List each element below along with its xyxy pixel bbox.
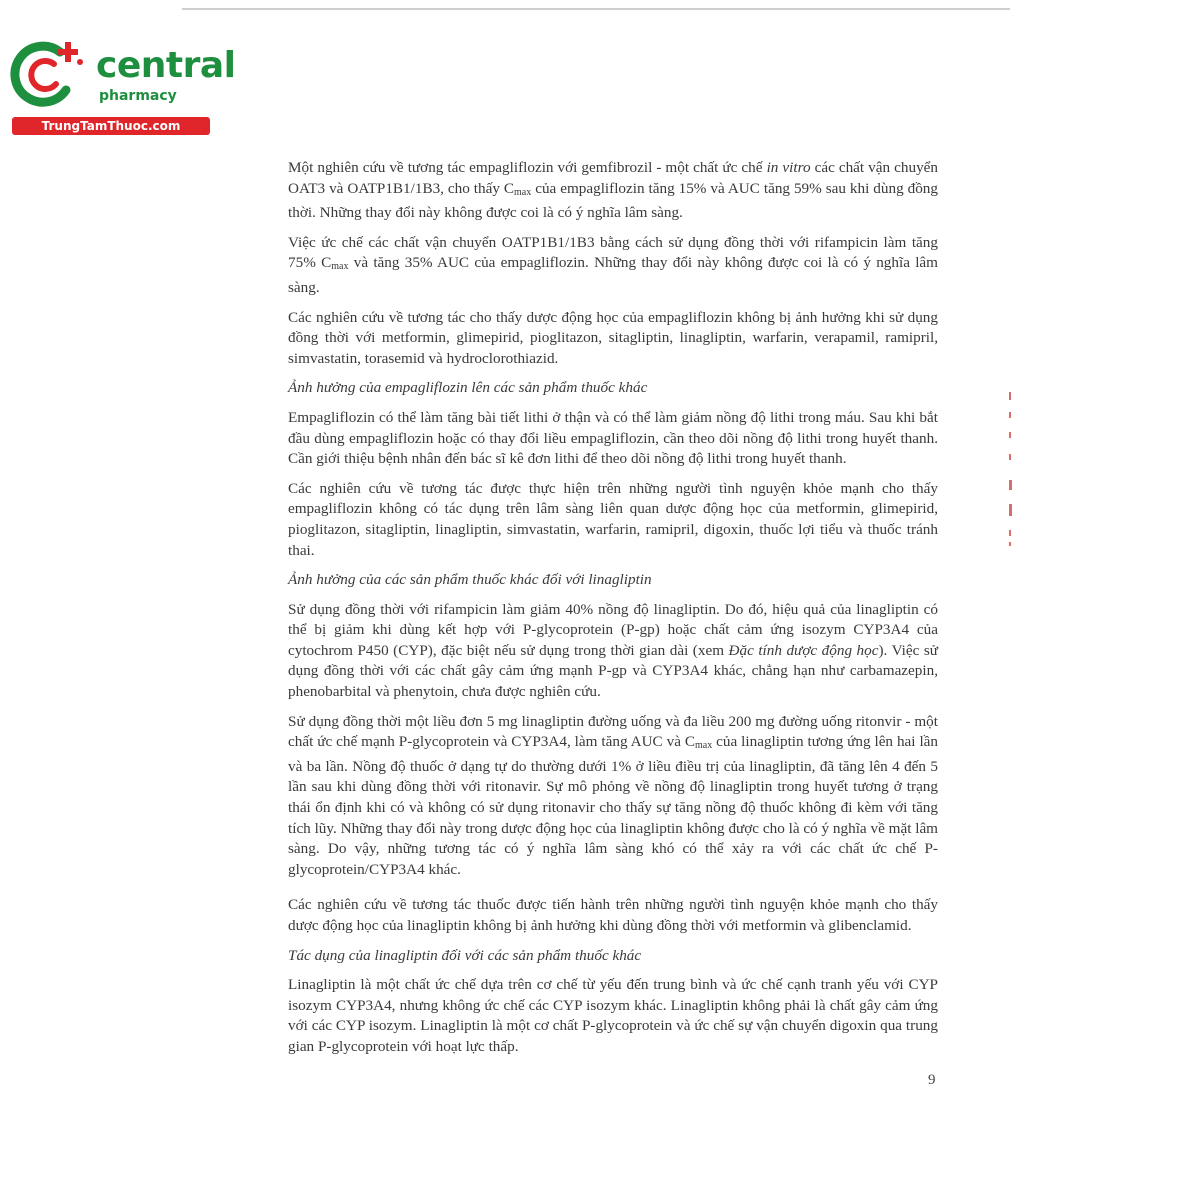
section-heading: Ảnh hưởng của empagliflozin lên các sản phẩm thuốc khác <box>288 379 648 397</box>
paragraph: Việc ức chế các chất vận chuyển OATP1B1/1B3 bằng cách sử dụng đồng thời với rifampicin làm tăng 75% $C_{max}$ và tăng 35% AUC của empagliflozin. Những thay đổi này không được coi là có ý nghĩa lâm sàng. <box>288 233 938 296</box>
paragraph: Sử dụng đồng thời một liều đơn 5 mg linagliptin đường uống và đa liều 200 mg đường uống ritonvir - một chất ức chế mạnh P-glycoprotein và CYP3A4, làm tăng AUC và $C_{max}$ của linagliptin tương ứng lên hai lần và ba lần. Nồng độ thuốc ở dạng tự do thường dưới 1% ở liều điều trị của linagliptin, đã tăng lên 4 đến 5 lần sau khi dùng đồng thời với ritonavir. Sự mô phỏng về nồng độ linagliptin trong huyết tương ở trạng thái ổn định khi có và không có sử dụng ritonavir cho thấy sự tăng nồng độ thuốc không đi kèm với tăng tích lũy. Những thay đổi này trong dược động học của linagliptin không được cho là có ý nghĩa về mặt lâm sàng. Do vậy, những tương tác có ý nghĩa lâm sàng khó có thể xảy ra với các chất ức chế P-glycoprotein/CYP3A4 khác. <box>288 712 938 878</box>
logo-url-banner[interactable]: TrungTamThuoc.com <box>12 117 210 135</box>
page-number: 9 <box>928 1072 936 1088</box>
paragraph: Các nghiên cứu về tương tác cho thấy dược động học của empagliflozin không bị ảnh hưởng khi sử dụng đồng thời với metformin, glimepirid, pioglitazon, sitagliptin, linagliptin, warfarin, verapamil, ramipril, simvastatin, torasemid và hydroclorothiazid. <box>288 308 938 367</box>
logo-subtitle: pharmacy <box>99 88 177 104</box>
paragraph: Empagliflozin có thể làm tăng bài tiết lithi ở thận và có thể làm giảm nồng độ lithi trong máu. Sau khi bắt đầu dùng empagliflozin hoặc có thay đổi liều empagliflozin, cần theo dõi nồng độ lithi trong huyết thanh. Cần giới thiệu bệnh nhân đến bác sĩ kê đơn lithi để theo dõi nồng độ lithi trong huyết thanh. <box>288 408 938 468</box>
paragraph: Một nghiên cứu về tương tác empagliflozin với gemfibrozil - một chất ức chế in vitro các chất vận chuyển OAT3 và OATP1B1/1B3, cho thấy $C_{max}$ của empagliflozin tăng 15% và AUC tăng 59% sau khi dùng đồng thời. Những thay đổi này không được coi là có ý nghĩa lâm sàng. <box>288 159 939 222</box>
section-heading: Ảnh hưởng của các sản phẩm thuốc khác đối với linagliptin <box>288 571 652 589</box>
paragraph: Linagliptin là một chất ức chế dựa trên cơ chế từ yếu đến trung bình và ức chế cạnh tranh yếu với CYP isozym CYP3A4, nhưng không ức chế các CYP isozym khác. Linagliptin không phải là chất gây cảm ứng với các CYP isozym. Linagliptin là một cơ chất P-glycoprotein và ức chế sự vận chuyển digoxin qua trung gian P-glycoprotein với hoạt lực thấp. <box>288 976 938 1055</box>
document-body <box>288 158 938 1067</box>
paragraph: Các nghiên cứu về tương tác được thực hiện trên những người tình nguyện khỏe mạnh cho thấy empagliflozin không có tác dụng trên lâm sàng liên quan dược động học của metformin, glimepirid, pioglitazon, sitagliptin, linagliptin, simvastatin, warfarin, ramipril, digoxin, thuốc lợi tiểu và thuốc tránh thai. <box>288 479 938 559</box>
top-rule <box>182 8 1010 10</box>
paragraph: Các nghiên cứu về tương tác thuốc được tiến hành trên những người tình nguyện khỏe mạnh cho thấy dược động học của linagliptin không bị ảnh hưởng khi dùng đồng thời với metformin và glibenclamid. <box>288 896 938 934</box>
logo[interactable] <box>10 38 236 138</box>
central-logo-icon <box>10 38 90 110</box>
section-heading: Tác dụng của linagliptin đối với các sản phẩm thuốc khác <box>288 946 642 964</box>
paragraph: Sử dụng đồng thời với rifampicin làm giảm 40% nồng độ linagliptin. Do đó, hiệu quả của linagliptin có thể bị giảm khi dùng kết hợp với P-glycoprotein (P-gp) hoặc chất cảm ứng isozym CYP3A4 của cytochrom P450 (CYP), đặc biệt nếu sử dụng trong thời gian dài (xem Đặc tính dược động học). Việc sử dụng đồng thời với các chất gây cảm ứng mạnh P-gp và CYP3A4 khác, chẳng hạn như carbamazepin, phenobarbital và phenytoin, chưa được nghiên cứu. <box>288 600 938 701</box>
logo-name: central <box>96 45 236 86</box>
margin-stamp-marks <box>1004 392 1018 552</box>
